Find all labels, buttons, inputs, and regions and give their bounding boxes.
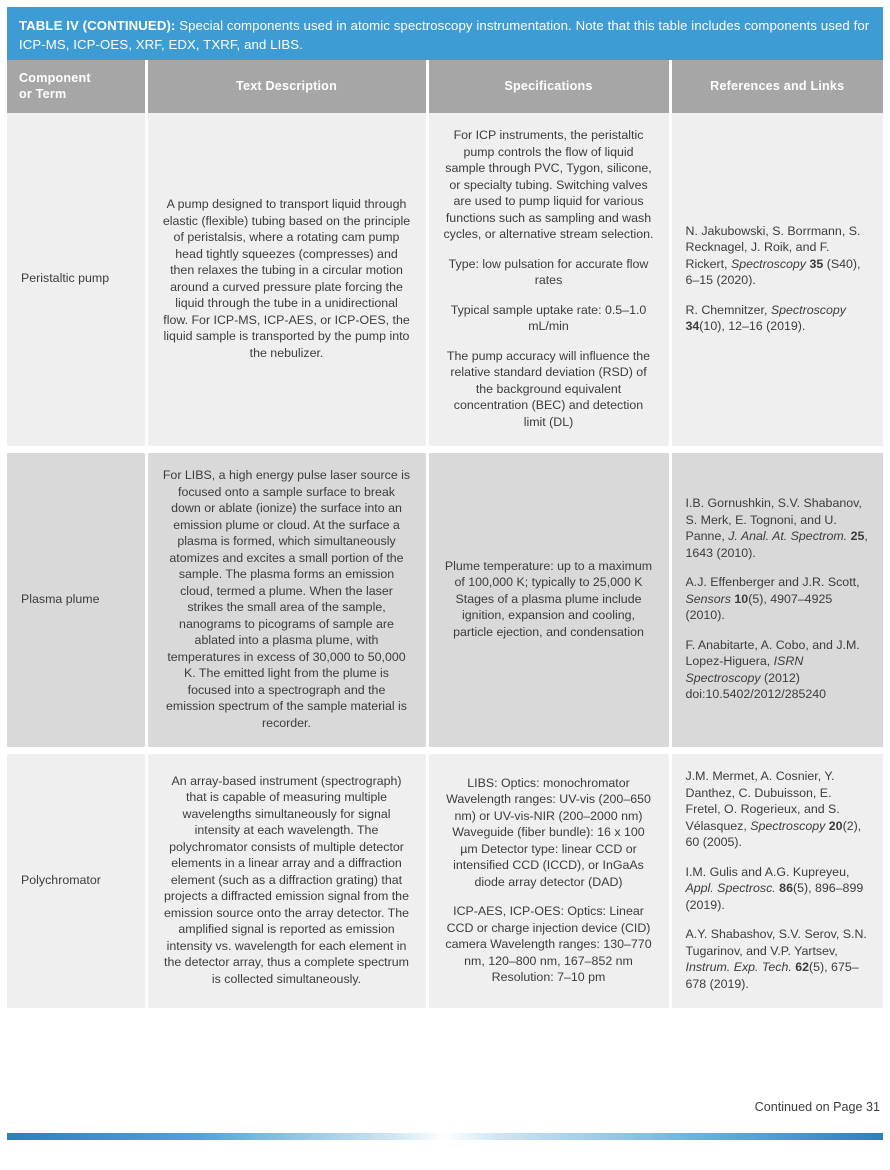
table-row [7, 453, 883, 747]
reference-entry [686, 223, 870, 289]
reference-journal: Instrum. Exp. Tech. [685, 960, 792, 975]
reference-citation-detail: (5), 896–899 (2019). [685, 881, 864, 912]
cell-text-description [146, 453, 427, 747]
cell-specifications [427, 113, 670, 446]
specification-paragraph: Plume temperature: up to a maximum of 100,000 K; typically to 25,000 K Stages of a plasma plume include ignition, expansion and cooling, particle ejection, and condensation [444, 558, 653, 639]
reference-authors: N. Jakubowski, S. Borrmann, S. Recknagel, J. Roik, and F. Rickert, [685, 223, 861, 271]
specification-paragraph: The pump accuracy will influence the relative standard deviation (RSD) of the background equivalent concentration (BEC) and detection limit (DL) [446, 348, 651, 429]
table-row-gap [7, 747, 883, 754]
reference-authors: J.M. Mermet, A. Cosnier, Y. Danthez, C. Dubuisson, E. Fretel, O. Rogerieux, and S. Vélasquez, [685, 769, 840, 833]
row-gap-cell [7, 446, 883, 453]
description-paragraph: A pump designed to transport liquid through elastic (flexible) tubing based on the principle of peristalsis, where a rotating cam pump head tightly squeezes (compresses) and then relaxes the tubing in a circular motion around a curved pressure plate forcing the liquid through the tube in a unidirectional flow. For ICP-MS, ICP-AES, or ICP-OES, the liquid sample is transported by the pump into the nebulizer. [162, 197, 411, 360]
description-paragraph: For LIBS, a high energy pulse laser source is focused onto a sample surface to break down or ablate (ionize) the surface into an emission plume or cloud. At the surface a plasma is formed, which simultaneously atomizes and excites a small portion of the sample. The plasma forms an emission cloud, termed a plume. When the laser strikes the small area of the sample, nanograms to picograms of sample are ablated into a plasma plume, with temperatures in excess of 30,000 to 50,000 K. The emitted light from the plume is focused into a spectrograph and the emission spectrum of the sample material is recorder. [162, 468, 411, 730]
cell-component-term: Polychromator [7, 754, 146, 1008]
specification-paragraph: LIBS: Optics: monochromator Wavelength ranges: UV-vis (200–650 nm) or UV-vis-NIR (200–2000 nm) Waveguide (fiber bundle): 16 x 100 µm Detector type: linear CCD or intensified CCD (ICCD), or InGaAs diode array detector (DAD) [446, 775, 651, 889]
reference-entry [686, 768, 870, 851]
reference-citation-detail: (10), 12–16 (2019). [699, 319, 806, 334]
cell-text-description [146, 754, 427, 1008]
reference-journal: J. Anal. At. Spectrom. [728, 529, 848, 544]
cell-references [670, 453, 883, 747]
reference-volume: 25 [847, 529, 865, 544]
reference-journal: ISRN Spectroscopy [685, 654, 804, 685]
reference-authors: A.J. Effenberger and J.R. Scott, [685, 575, 860, 590]
reference-citation-detail: (2), 60 (2005). [685, 818, 862, 850]
reference-entry [686, 864, 870, 914]
reference-journal: Sensors [685, 591, 731, 606]
table-title-rest: Special components used in atomic spectroscopy instrumentation. Note that this table includes components used for ICP-MS, ICP-OES, XRF, EDX, TXRF, and LIBS. [19, 18, 870, 53]
column-header-component [7, 60, 146, 113]
reference-authors: F. Anabitarte, A. Cobo, and J.M. Lopez-Higuera, [685, 637, 860, 669]
row-gap-cell [7, 747, 883, 754]
description-paragraph: An array-based instrument (spectrograph) that is capable of measuring multiple wavelengths simultaneously for signal intensity at each wavelength. The polychromator consists of multiple detector elements in a linear array and a diffraction element (such as a diffraction grating) that projects a diffracted emission signal from the emission source onto the array detector. The amplified signal is reported as emission intensity vs. wavelength for each element in the detector array, thus a complete spectrum is collected simultaneously. [164, 773, 409, 986]
reference-entry [686, 495, 870, 561]
specification-paragraph: Type: low pulsation for accurate flow rates [448, 256, 649, 288]
reference-entry [686, 926, 870, 992]
reference-citation-detail: (5), 4907–4925 (2010). [685, 591, 833, 623]
reference-volume: 34 [685, 319, 700, 334]
components-table [7, 60, 883, 1008]
cell-specifications [427, 754, 670, 1008]
reference-citation-detail: (S40), 6–15 (2020). [685, 256, 861, 288]
reference-volume: 20 [825, 818, 843, 833]
column-header-specifications: Specifications [427, 60, 670, 113]
cell-references [670, 113, 883, 446]
reference-journal: Spectroscopy [730, 256, 807, 271]
reference-journal: Appl. Spectrosc. [685, 881, 776, 896]
reference-authors: R. Chemnitzer, [685, 302, 771, 317]
footer-divider-bar [7, 1133, 883, 1140]
reference-citation-detail: , 1643 (2010). [685, 529, 868, 560]
table-row [7, 754, 883, 1008]
column-header-description: Text Description [146, 60, 427, 113]
reference-authors: I.M. Gulis and A.G. Kupreyeu, [685, 864, 850, 879]
cell-component-term: Plasma plume [7, 453, 146, 747]
reference-entry [686, 574, 870, 624]
table-title-banner [7, 7, 883, 64]
specification-paragraph: For ICP instruments, the peristaltic pump controls the flow of liquid sample through PVC, Tygon, silicone, or specialty tubing. Switching valves are used to pump liquid for various functions such as sampling and wash cycles, or alternative stream selection. [443, 128, 654, 242]
table-title-lead: TABLE IV (CONTINUED): [19, 18, 176, 33]
reference-entry [686, 637, 870, 703]
column-header-component-line2: or Term [19, 87, 67, 102]
specification-paragraph: ICP-AES, ICP-OES: Optics: Linear CCD or charge injection device (CID) camera Wavelength ranges: 130–770 nm, 120–800 nm, 167–852 nm Resolution: 7–10 pm [445, 904, 652, 985]
cell-references [670, 754, 883, 1008]
cell-text-description [146, 113, 427, 446]
table-header-row [7, 60, 883, 113]
cell-component-term: Peristaltic pump [7, 113, 146, 446]
reference-entry [686, 302, 870, 335]
reference-volume: 35 [806, 256, 824, 271]
continued-note: Continued on Page 31 [754, 1100, 880, 1114]
table-body [7, 113, 883, 1008]
table-row [7, 113, 883, 446]
reference-authors: A.Y. Shabashov, S.V. Serov, S.N. Tugarinov, and V.P. Yartsev, [685, 927, 867, 958]
column-header-component-line1: Component [19, 71, 91, 85]
cell-specifications [427, 453, 670, 747]
reference-journal: Spectroscopy [750, 818, 826, 833]
reference-journal: Spectroscopy [770, 302, 846, 317]
table-header [7, 60, 883, 113]
specification-paragraph: Typical sample uptake rate: 0.5–1.0 mL/min [450, 302, 647, 334]
reference-volume: 10 [730, 591, 749, 606]
reference-volume: 62 [791, 960, 810, 975]
table-row-gap [7, 446, 883, 453]
reference-citation-detail: (5), 675–678 (2019). [685, 960, 859, 991]
reference-volume: 86 [775, 881, 793, 896]
column-header-references: References and Links [670, 60, 883, 113]
reference-authors: I.B. Gornushkin, S.V. Shabanov, S. Merk, E. Tognoni, and U. Panne, [685, 496, 862, 544]
reference-citation-detail: (2012) doi:10.5402/2012/285240 [685, 670, 827, 702]
